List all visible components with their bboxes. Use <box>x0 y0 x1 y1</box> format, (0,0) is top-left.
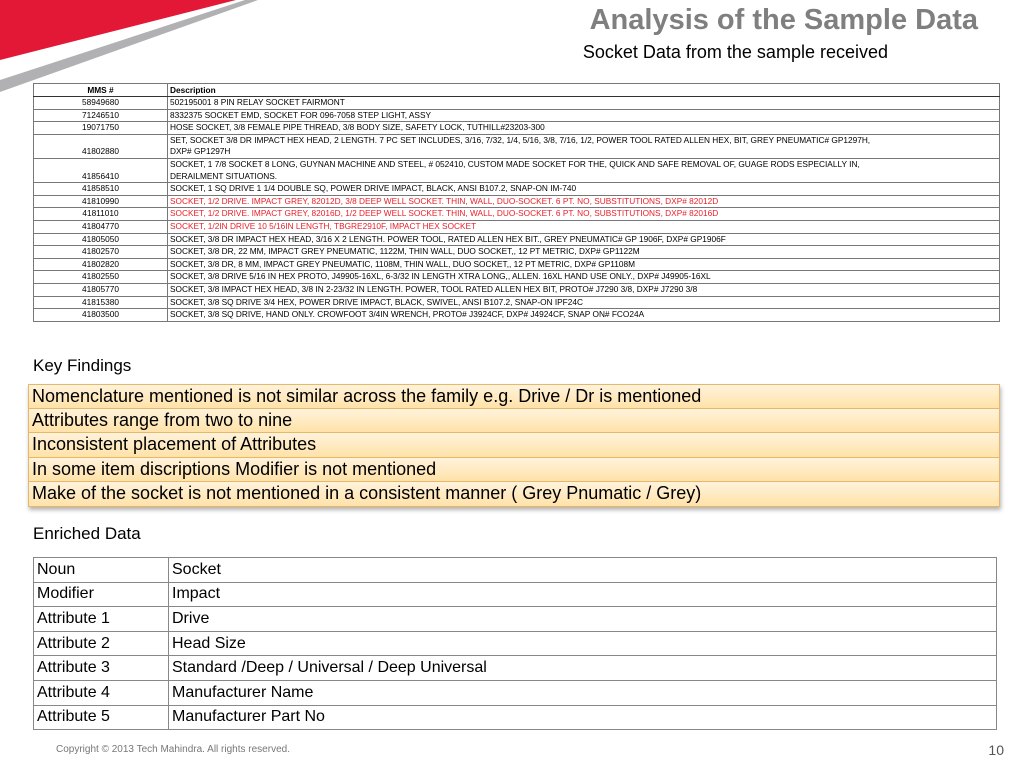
mms-number-cell: 41802550 <box>34 271 168 284</box>
description-cell: SOCKET, 3/8 DR, 8 MM, IMPACT GREY PNEUMATIC, 1108M, THIN WALL, DUO SOCKET,, 12 PT METRIC, DXP# GP1108M <box>168 258 1000 271</box>
description-cell: SOCKET, 3/8 DR, 22 MM, IMPACT GREY PNEUMATIC, 1122M, THIN WALL, DUO SOCKET,, 12 PT METRIC, DXP# GP1122M <box>168 246 1000 259</box>
attribute-name-cell: Attribute 3 <box>34 656 169 681</box>
key-findings-label: Key Findings <box>33 356 132 375</box>
table-row <box>34 233 1000 246</box>
sample-data-table <box>33 83 1000 322</box>
enriched-data-table <box>33 557 997 730</box>
description-cell: 8332375 SOCKET EMD, SOCKET FOR 096-7058 STEP LIGHT, ASSY <box>168 109 1000 122</box>
key-findings-list <box>28 384 1000 507</box>
description-cell: SOCKET, 1 7/8 SOCKET 8 LONG, GUYNAN MACHINE AND STEEL, # 052410, CUSTOM MADE SOCKET FOR THE, QUICK AND SAFE REMOVAL OF, GUAGE RODS ESPECIALLY IN, DERAILMENT SITUATIONS. <box>168 158 1000 182</box>
table-row <box>34 296 1000 309</box>
table-row <box>34 582 997 607</box>
table-row <box>34 122 1000 135</box>
description-cell: 502195001 8 PIN RELAY SOCKET FAIRMONT <box>168 97 1000 110</box>
page-title: Analysis of the Sample Data <box>589 4 978 36</box>
column-header-mms: MMS # <box>34 84 168 97</box>
mms-number-cell: 41803500 <box>34 309 168 322</box>
attribute-value-cell: Standard /Deep / Universal / Deep Universal <box>169 656 997 681</box>
mms-number-cell: 41858510 <box>34 183 168 196</box>
table-row <box>34 97 1000 110</box>
description-cell: SOCKET, 3/8 SQ DRIVE, HAND ONLY. CROWFOOT 3/4IN WRENCH, PROTO# J3924CF, DXP# J4924CF, SNAP ON# FCO24A <box>168 309 1000 322</box>
description-cell: SOCKET, 3/8 IMPACT HEX HEAD, 3/8 IN 2-23/32 IN LENGTH. POWER, TOOL RATED ALLEN HEX BIT, PROTO# J7290 3/8, DXP# J7290 3/8 <box>168 283 1000 296</box>
attribute-value-cell: Drive <box>169 607 997 632</box>
description-cell: SET, SOCKET 3/8 DR IMPACT HEX HEAD, 2 LENGTH. 7 PC SET INCLUDES, 3/16, 7/32, 1/4, 5/16, 3/8, 7/16, 1/2, POWER TOOL RATED ALLEN HEX, BIT, GREY PNEUMATIC# GP1297H, DXP# GP1297H <box>168 134 1000 158</box>
attribute-value-cell: Manufacturer Name <box>169 680 997 705</box>
table-row <box>34 109 1000 122</box>
table-row <box>34 158 1000 182</box>
description-cell: SOCKET, 1/2 DRIVE. IMPACT GREY, 82016D, 1/2 DEEP WELL SOCKET. THIN, WALL, DUO-SOCKET. 6 PT. NO, SUBSTITUTIONS, DXP# 82016D <box>168 208 1000 221</box>
mms-number-cell: 41804770 <box>34 220 168 233</box>
table-row <box>34 607 997 632</box>
table-row <box>34 656 997 681</box>
description-cell: SOCKET, 3/8 SQ DRIVE 3/4 HEX, POWER DRIVE IMPACT, BLACK, SWIVEL, ANSI B107.2, SNAP-ON IPF24C <box>168 296 1000 309</box>
description-cell: SOCKET, 3/8 DRIVE 5/16 IN HEX PROTO, J49905-16XL, 6-3/32 IN LENGTH XTRA LONG,, ALLEN. 16XL HAND USE ONLY., DXP# J49905-16XL <box>168 271 1000 284</box>
mms-number-cell: 19071750 <box>34 122 168 135</box>
key-finding-item: Inconsistent placement of Attributes <box>28 433 1000 458</box>
mms-number-cell: 71246510 <box>34 109 168 122</box>
banner-red-swoosh <box>0 0 236 60</box>
table-row <box>34 283 1000 296</box>
column-header-description: Description <box>168 84 1000 97</box>
mms-number-cell: 41856410 <box>34 158 168 182</box>
key-finding-item: In some item discriptions Modifier is not mentioned <box>28 458 1000 483</box>
attribute-value-cell: Impact <box>169 582 997 607</box>
mms-number-cell: 41805050 <box>34 233 168 246</box>
key-finding-item: Make of the socket is not mentioned in a consistent manner ( Grey Pnumatic / Grey) <box>28 482 1000 507</box>
attribute-name-cell: Attribute 2 <box>34 631 169 656</box>
key-finding-item: Attributes range from two to nine <box>28 409 1000 434</box>
mms-number-cell: 41802880 <box>34 134 168 158</box>
description-cell: HOSE SOCKET, 3/8 FEMALE PIPE THREAD, 3/8 BODY SIZE, SAFETY LOCK, TUTHILL#23203-300 <box>168 122 1000 135</box>
attribute-name-cell: Modifier <box>34 582 169 607</box>
table-row <box>34 208 1000 221</box>
table-header-row <box>34 84 1000 97</box>
key-finding-item: Nomenclature mentioned is not similar across the family e.g. Drive / Dr is mentioned <box>28 384 1000 409</box>
table-row <box>34 195 1000 208</box>
description-cell: SOCKET, 1 SQ DRIVE 1 1/4 DOUBLE SQ, POWER DRIVE IMPACT, BLACK, ANSI B107.2, SNAP-ON IM-740 <box>168 183 1000 196</box>
attribute-name-cell: Noun <box>34 558 169 583</box>
table-row <box>34 183 1000 196</box>
table-row <box>34 558 997 583</box>
mms-number-cell: 41810990 <box>34 195 168 208</box>
table-row <box>34 134 1000 158</box>
description-cell: SOCKET, 3/8 DR IMPACT HEX HEAD, 3/16 X 2 LENGTH. POWER TOOL, RATED ALLEN HEX BIT., GREY PNEUMATIC# GP 1906F, DXP# GP1906F <box>168 233 1000 246</box>
table-row <box>34 258 1000 271</box>
table-row <box>34 680 997 705</box>
table-row <box>34 220 1000 233</box>
copyright-text: Copyright © 2013 Tech Mahindra. All rights reserved. <box>56 744 290 755</box>
table-row <box>34 631 997 656</box>
attribute-value-cell: Socket <box>169 558 997 583</box>
attribute-name-cell: Attribute 4 <box>34 680 169 705</box>
mms-number-cell: 41802820 <box>34 258 168 271</box>
brand-banner <box>0 0 260 95</box>
table-row <box>34 705 997 730</box>
description-cell: SOCKET, 1/2IN DRIVE 10 5/16IN LENGTH, TBGRE2910F, IMPACT HEX SOCKET <box>168 220 1000 233</box>
mms-number-cell: 41805770 <box>34 283 168 296</box>
mms-number-cell: 58949680 <box>34 97 168 110</box>
mms-number-cell: 41811010 <box>34 208 168 221</box>
page-number: 10 <box>988 742 1004 758</box>
mms-number-cell: 41815380 <box>34 296 168 309</box>
description-cell: SOCKET, 1/2 DRIVE. IMPACT GREY, 82012D, 3/8 DEEP WELL SOCKET. THIN, WALL, DUO-SOCKET. 6 PT. NO, SUBSTITUTIONS, DXP# 82012D <box>168 195 1000 208</box>
enriched-data-label: Enriched Data <box>33 524 141 543</box>
attribute-value-cell: Manufacturer Part No <box>169 705 997 730</box>
mms-number-cell: 41802570 <box>34 246 168 259</box>
attribute-name-cell: Attribute 5 <box>34 705 169 730</box>
attribute-name-cell: Attribute 1 <box>34 607 169 632</box>
table-row <box>34 246 1000 259</box>
attribute-value-cell: Head Size <box>169 631 997 656</box>
table-row <box>34 271 1000 284</box>
page-subtitle: Socket Data from the sample received <box>582 42 888 62</box>
table-row <box>34 309 1000 322</box>
